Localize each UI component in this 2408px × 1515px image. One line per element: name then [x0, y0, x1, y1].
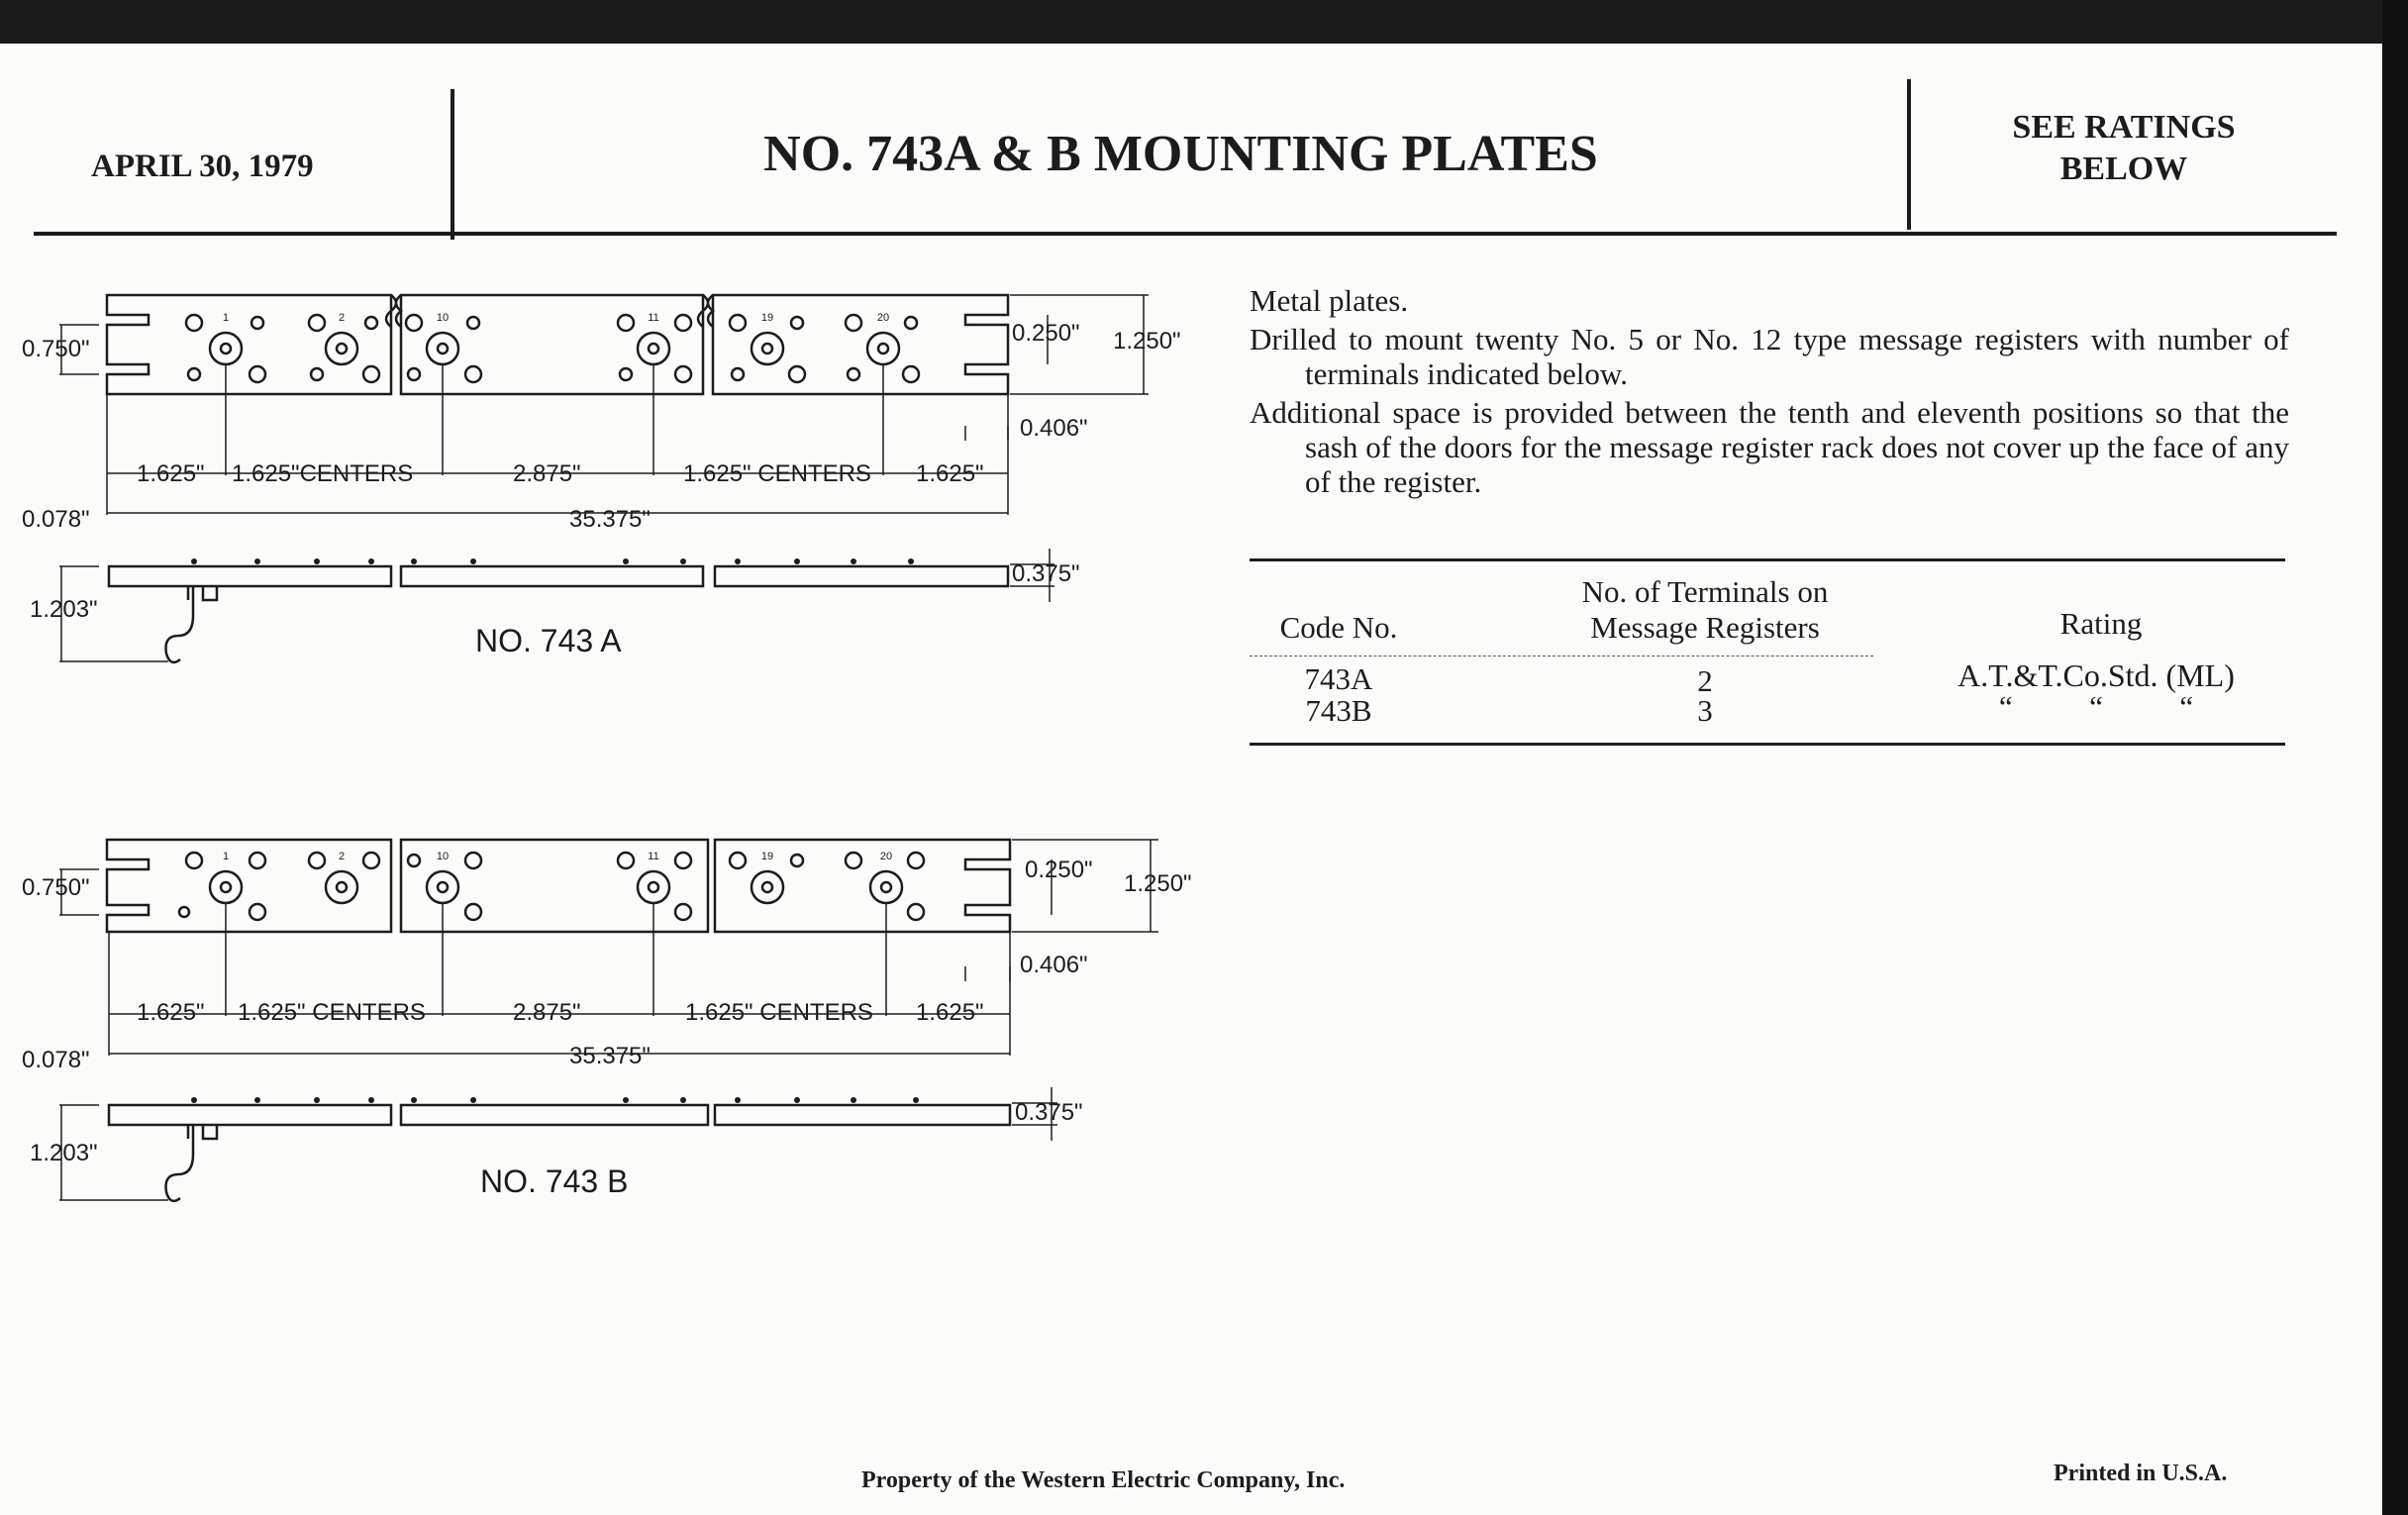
- cell-code: 743B: [1305, 693, 1372, 728]
- dim-0250: 0.250": [1025, 857, 1093, 883]
- ratings-note-line2: BELOW: [2059, 151, 2188, 187]
- header-divider-right: [1907, 79, 1911, 230]
- footer-property: Property of the Western Electric Company, Inc.: [861, 1467, 1346, 1493]
- table-bottom-rule: [1250, 743, 2285, 746]
- description: [1250, 283, 2289, 503]
- dim-0406: 0.406": [1020, 415, 1088, 442]
- plate-743b-top-view: [107, 840, 391, 932]
- dim-1625-centers-1: 1.625"CENTERS: [232, 460, 414, 487]
- dim-1250: 1.250": [1113, 328, 1181, 354]
- drawing-743b: [0, 818, 1208, 1214]
- col-header-terminals-line1: No. of Terminals on: [1581, 574, 1829, 609]
- cell-rating: A.T.&T.Co.Std. (ML): [1957, 657, 2235, 693]
- dim-35375: 35.375": [569, 1043, 651, 1069]
- dim-0078: 0.078": [22, 506, 90, 533]
- terminal-holes-743b: [179, 853, 924, 920]
- cell-terminals: 2: [1697, 663, 1713, 698]
- header-date: APRIL 30, 1979: [91, 149, 314, 184]
- dim-0406: 0.406": [1020, 952, 1088, 978]
- description-p1: Metal plates.: [1250, 283, 1409, 318]
- position-label: 19: [760, 312, 774, 324]
- position-label: 19: [760, 851, 774, 862]
- header-rule: [34, 232, 2337, 236]
- dim-1625-centers-1: 1.625" CENTERS: [238, 999, 426, 1026]
- position-label: 1: [222, 851, 230, 862]
- plate-743a-top-view-right: [713, 295, 1008, 394]
- dim-2875: 2.875": [513, 460, 581, 487]
- drawing-label-743a: NO. 743 A: [475, 623, 622, 658]
- drawing-743a: [0, 277, 1208, 673]
- position-label: 10: [436, 851, 450, 862]
- spec-sheet: [0, 44, 2382, 1515]
- dim-1625-centers-2: 1.625" CENTERS: [683, 460, 871, 487]
- dim-0750: 0.750": [22, 874, 90, 901]
- terminal-holes-743a: [186, 315, 919, 382]
- page-title: NO. 743A & B MOUNTING PLATES: [763, 126, 1598, 182]
- dim-0375: 0.375": [1012, 560, 1080, 587]
- position-label: 20: [876, 312, 890, 324]
- dim-1625-right: 1.625": [916, 460, 984, 487]
- dim-1203: 1.203": [30, 596, 98, 623]
- dim-1625-centers-2: 1.625" CENTERS: [685, 999, 873, 1026]
- header-divider-left: [451, 89, 454, 240]
- dim-1203: 1.203": [30, 1140, 98, 1166]
- cell-code: 743A: [1304, 661, 1373, 696]
- dim-1625-right: 1.625": [916, 999, 984, 1026]
- ratings-note-line1: SEE RATINGS: [2012, 109, 2236, 146]
- ratings-table: [1250, 555, 2285, 753]
- dim-0375: 0.375": [1015, 1099, 1083, 1126]
- position-label: 1: [222, 312, 230, 324]
- dim-1625-left: 1.625": [137, 999, 205, 1026]
- position-label: 10: [436, 312, 450, 324]
- table-top-rule: [1250, 558, 2285, 561]
- position-label: 2: [338, 851, 346, 862]
- position-label: 20: [879, 851, 893, 862]
- dim-35375: 35.375": [569, 506, 651, 533]
- dim-0078: 0.078": [22, 1047, 90, 1073]
- col-header-code: Code No.: [1279, 610, 1398, 645]
- description-p3: Additional space is provided between the tenth and eleventh positions so that the sash of the doors for the message register rack does not cover up the face of any of the register.: [1250, 395, 2289, 499]
- description-p2: Drilled to mount twenty No. 5 or No. 12 type message registers with number of terminals indicated below.: [1250, 322, 2289, 391]
- col-header-rating: Rating: [2059, 606, 2143, 641]
- footer-printed: Printed in U.S.A.: [2054, 1461, 2228, 1486]
- position-label: 11: [648, 851, 659, 862]
- dim-1625-left: 1.625": [137, 460, 205, 487]
- ratings-note: [1916, 107, 2332, 190]
- col-header-terminals: [1537, 574, 1873, 646]
- cell-terminals: 3: [1697, 693, 1713, 728]
- col-header-terminals-line2: Message Registers: [1590, 610, 1820, 645]
- dim-0750: 0.750": [22, 336, 90, 362]
- position-label: 11: [648, 312, 659, 324]
- dim-2875: 2.875": [513, 999, 581, 1026]
- cell-rating: “ “ “: [1998, 689, 2194, 724]
- table-header-rule: [1250, 656, 1873, 657]
- position-label: 2: [338, 312, 346, 324]
- plate-743a-top-view: [107, 295, 391, 394]
- scan-edge: [2382, 0, 2408, 1515]
- dim-0250: 0.250": [1012, 320, 1080, 347]
- drawing-label-743b: NO. 743 B: [480, 1163, 629, 1199]
- dim-1250: 1.250": [1124, 870, 1192, 897]
